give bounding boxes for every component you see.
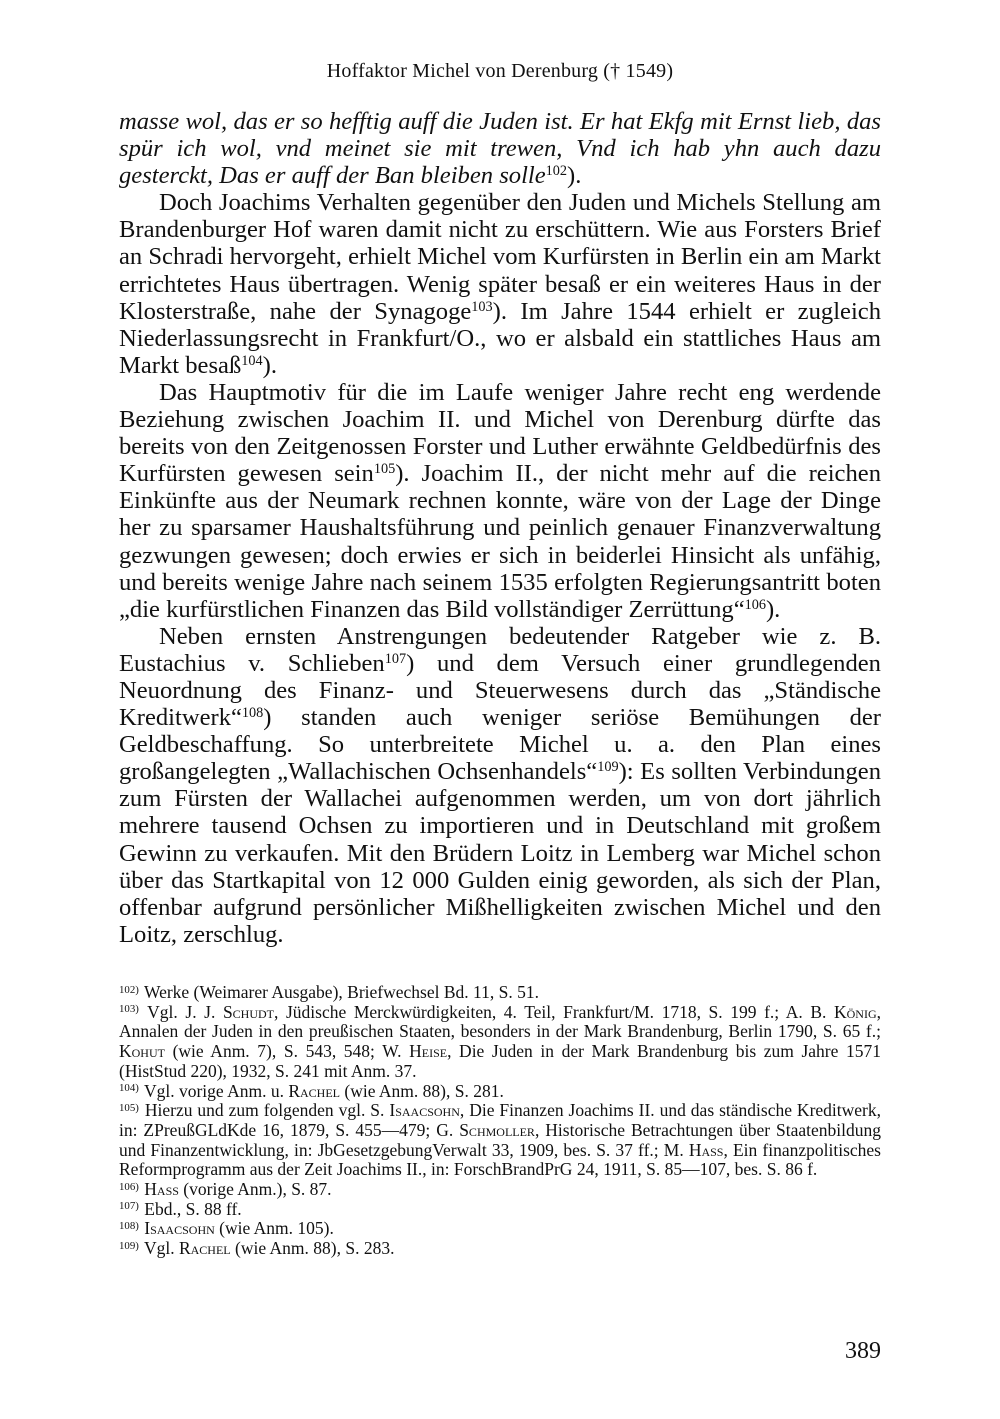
footnote-102: $^{102)}$ Werke (Weimarer Ausgabe), Briefwechsel Bd. 11, S. 51. [119, 982, 539, 1002]
footnote-ref-107[interactable]: 107 [384, 651, 407, 668]
footnote-number: 105) [119, 1101, 139, 1114]
footnote-number: 104) [119, 1082, 139, 1095]
footnote-ref-108[interactable]: 108 [241, 705, 264, 722]
running-head: Hoffaktor Michel von Derenburg († 1549) [326, 60, 674, 82]
author-name: Hass [688, 1139, 724, 1160]
footnote-number: 103) [119, 1003, 139, 1016]
author-name: Heise [409, 1041, 448, 1062]
footnote-number: 107) [119, 1200, 139, 1213]
author-name: Hass [144, 1179, 179, 1200]
footnote-ref-102[interactable]: 102 [545, 163, 568, 180]
footnote-107: $^{107)}$ Ebd., S. 88 ff. [119, 1198, 242, 1219]
footnote-ref-103[interactable]: 103 [471, 298, 493, 315]
footnote-ref-105[interactable]: 105 [373, 461, 396, 478]
footnote-number: 108) [119, 1220, 139, 1233]
author-name: König [834, 1001, 877, 1022]
page-number: 389 [845, 1338, 881, 1364]
author-name: Isaacsohn [389, 1100, 460, 1121]
main-text [119, 108, 881, 948]
paragraph-3: Das Hauptmotiv für die im Laufe weniger Jahre recht eng werdende Beziehung zwischen Joachim II. und Michel von Derenburg dürfte das bereits von den Zeitgenossen Forster und Luther erwähnte Geldbedürfnis des Kurfürsten gewesen sein$^{105}$). Joachim II., der nicht mehr auf die reichen Einkünfte aus der Neumark rechnen konnte, wäre von der Lage der Dinge her zu sparsamer Haushaltsführung und peinlich genauer Finanzverwaltung gezwungen gewesen; doch erwies er sich in beiderlei Hinsicht als unfähig, und bereits wenige Jahre nach seinem 1535 erfolgten Regierungsantritt boten „die kurfürstlichen Finanzen das Bild vollständiger Zerrüttung“$^{106}$). [119, 378, 881, 623]
footnotes [119, 983, 881, 1259]
footnote-number: 106) [119, 1180, 139, 1193]
footnote-109: $^{109)}$ Vgl. Rachel (wie Anm. 88), S. 283. [119, 1238, 395, 1259]
author-name: Isaacsohn [144, 1218, 215, 1239]
paragraph-4: Neben ernsten Anstrengungen bedeutender Ratgeber wie z. B. Eustachius v. Schlieben$^{107}$) und dem Versuch einer grundlegenden Neuordnung des Finanz- und Steuerwesens durch das „Ständische Kreditwerk“$^{108}$) standen auch weniger seriöse Bemühungen der Geldbeschaffung. So unterbreitete Michel u. a. den Plan eines großangelegten „Wallachischen Ochsenhandels“$^{109}$): Es sollten Verbindungen zum Fürsten der Wallachei aufgenommen werden, um von dort jährlich mehrere tausend Ochsen zu importieren und in Deutschland mit großem Gewinn zu verkaufen. Mit den Brüdern Loitz in Lemberg war Michel schon über das Startkapital von 12 000 Gulden einig geworden, als sich der Plan, offenbar aufgrund persönlicher Mißhelligkeiten zwischen Michel und den Loitz, zerschlug. [119, 622, 881, 948]
footnote-106: $^{106)}$ Hass (vorige Anm.), S. 87. [119, 1179, 332, 1200]
quotation-italic: masse wol, das er so hefftig auff die Juden ist. Er hat Ekfg mit Ernst lieb, das spür ich wol, vnd meinet sie mit trewen, Vnd ich hab yhn auch dazu gesterckt, Das er auff der Ban bleiben solle [119, 108, 881, 190]
footnote-ref-106[interactable]: 106 [744, 596, 766, 613]
author-name: Schudt [222, 1001, 275, 1022]
paragraph-2: Doch Joachims Verhalten gegenüber den Juden und Michels Stellung am Brandenburger Hof waren damit nicht zu erschüttern. Wie aus Forsters Brief an Schradi hervorgeht, erhielt Michel vom Kurfürsten in Berlin ein am Markt errichtetes Haus übertragen. Wenig später besaß er ein weiteres Haus in der Klosterstraße, nahe der Synagoge$^{103}$). Im Jahre 1544 erhielt er zugleich Niederlassungsrecht in Frankfurt/O., wo er alsbald ein stattliches Haus am Markt besaß$^{104}$). [119, 189, 881, 379]
author-name: Rachel [178, 1238, 231, 1259]
footnote-ref-109[interactable]: 109 [597, 759, 619, 776]
author-name: Schmoller [459, 1119, 535, 1140]
footnote-105: $^{105)}$ Hierzu und zum folgenden vgl. S. Isaacsohn, Die Finanzen Joachims II. und das ständische Kreditwerk, in: ZPreußGLdKde 16, 1879, S. 455—479; G. Schmoller, Historische Betrachtungen über Staatenbildung und Finanzentwicklung, in: JbGesetzgebungVerwalt 33, 1909, bes. S. 37 ff.; M. Hass, Ein finanzpolitisches Reformprogramm aus der Zeit Joachims II., in: ForschBrandPrG 24, 1911, S. 85—107, bes. S. 86 f. [119, 1100, 881, 1180]
footnote-103: $^{103)}$ Vgl. J. J. Schudt, Jüdische Merckwürdigkeiten, 4. Teil, Frankfurt/M. 1718, S. 199 f.; A. B. König, Annalen der Juden in den preußischen Staaten, besonders in der Mark Brandenburg, Berlin 1790, S. 65 f.; Kohut (wie Anm. 7), S. 543, 548; W. Heise, Die Juden in der Mark Brandenburg bis zum Jahre 1571 (HistStud 220), 1932, S. 241 mit Anm. 37. [119, 1001, 882, 1081]
paragraph-1: masse wol, das er so hefftig auff die Juden ist. Er hat Ekfg mit Ernst lieb, das spür ich wol, vnd meinet sie mit trewen, Vnd ich hab yhn auch dazu gesterckt, Das er auff der Ban bleiben solle$^{102}$). [119, 108, 881, 190]
footnote-number: 109) [119, 1239, 139, 1252]
footnote-104: $^{104)}$ Vgl. vorige Anm. u. Rachel (wie Anm. 88), S. 281. [119, 1080, 504, 1101]
author-name: Kohut [119, 1041, 165, 1062]
footnote-number: 102) [119, 983, 139, 996]
footnote-108: $^{108)}$ Isaacsohn (wie Anm. 105). [119, 1218, 334, 1239]
footnote-ref-104[interactable]: 104 [241, 353, 263, 369]
author-name: Rachel [288, 1080, 340, 1101]
